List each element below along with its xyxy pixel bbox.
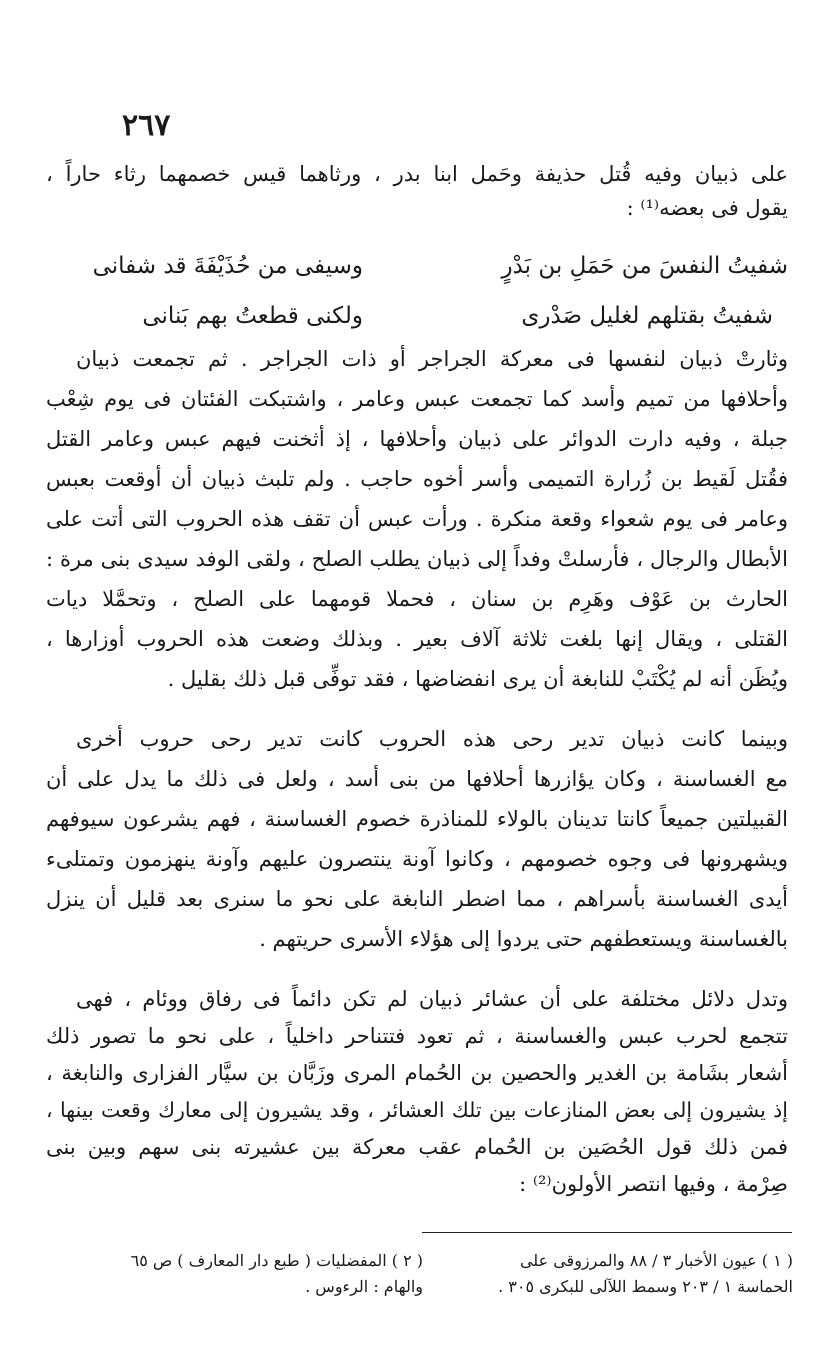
text-line: أيدى الغساسنة بأسراهم ، مما اضطر النابغة على نحو ما سنرى بعد قليل أن ينزل	[46, 887, 788, 911]
text-line: صِرْمة ، وفيها انتصر الأولون⁽²⁾ :	[519, 1172, 788, 1196]
text-line: وثارتْ ذبيان لنفسها فى معركة الجراجر أو ذات الجراجر . ثم تجمعت ذبيان	[76, 347, 788, 371]
text-line: تتجمع لحرب عبس والغساسنة ، ثم تعود فتتناحر داخلياً ، على نحو ما تصور ذلك	[46, 1024, 788, 1048]
text-line: الحارث بن عَوْف وهَرِم بن سنان ، فحملا قومهما على الصلح ، وتحمَّلا ديات	[46, 587, 788, 611]
page-number: ٢٦٧	[122, 108, 171, 143]
text-line: أشعار بشَامة بن الغدير والحصين بن الحُمام المرى وزَبَّان بن سيَّار الفزارى والنابغة ،	[46, 1061, 788, 1085]
text-line: ويُظَن أنه لم يُكْتَبْ للنابغة أن يرى انفضاضها ، فقد توفِّى قبل ذلك بقليل .	[167, 667, 788, 691]
footnote-line: ( ١ ) عيون الأخبار ٣ / ٨٨ والمرزوقى على	[519, 1251, 793, 1270]
text-line: القبيلتين جميعاً كانتا تدينان بالولاء للمناذرة خصوم الغساسنة ، فهم يشرعون سيوفهم	[46, 807, 788, 831]
text-line: بالغساسنة ويستعطفهم حتى يردوا إلى هؤلاء الأسرى حريتهم .	[259, 927, 788, 951]
text-line: على ذبيان وفيه قُتل حذيفة وحَمل ابنا بدر ، ورثاهما قيس خصمهما رثاء حاراً ،	[46, 162, 788, 186]
footnote-line: ( ٢ ) المفضليات ( طبع دار المعارف ) ص ٦٥	[130, 1251, 423, 1270]
text-line: إذ يشيرون إلى بعض المنازعات بين تلك العشائر ، وقد يشيرون إلى معارك وقعت بينها ،	[46, 1098, 788, 1122]
text-line: القتلى ، ويقال إنها بلغت ثلاثة آلاف بعير . وبذلك وضعت هذه الحروب أوزارها ،	[46, 627, 788, 651]
verse-hemistich: شفيتُ بقتلهم لغليل صَدْرى	[521, 303, 773, 329]
verse-hemistich: شفيتُ النفسَ من حَمَلِ بن بَدْرٍ	[501, 253, 788, 279]
text-line: فقُتل لَقيط بن زُرارة التميمى وأسر أخوه حاجب . ولم تلبث ذبيان أن أوقعت بعبس	[46, 467, 788, 491]
text-line: جبلة ، وفيه دارت الدوائر على ذبيان وأحلافها ، إذ أثخنت فيهم عبس وعامر القتل	[46, 427, 788, 451]
footnote-line: الحماسة ١ / ٢٠٣ وسمط اللآلى للبكرى ٣٠٥ .	[498, 1277, 793, 1296]
text-line: الأبطال والرجال ، فأرسلتْ وفداً إلى ذبيان يطلب الصلح ، ولقى الوفد سيدى بنى مرة :	[46, 547, 788, 571]
text-line: فمن ذلك قول الحُصَين بن الحُمام عقب معركة بين عشيرته بنى سهم وبين بنى	[46, 1135, 788, 1159]
footnote-divider	[422, 1232, 792, 1233]
text-line: ويشهرونها فى وجوه خصومهم ، وكانوا آونة ينتصرون عليهم وآونة ينهزمون وتمتلىء	[46, 847, 788, 871]
text-line: وتدل دلائل مختلفة على أن عشائر ذبيان لم تكن دائماً فى رفاق ووئام ، فهى	[76, 987, 788, 1011]
verse-hemistich: ولكنى قطعتُ بهم بَنانى	[142, 303, 363, 329]
text-line: وأحلافها من تميم وأسد كما تجمعت عبس وعامر ، واشتبكت الفئتان فى يوم شِعْب	[46, 387, 788, 411]
text-line: مع الغساسنة ، وكان يؤازرها أحلافها من بنى أسد ، ولعل فى ذلك ما يدل على أن	[46, 767, 788, 791]
text-line: يقول فى بعضه⁽¹⁾ :	[626, 196, 788, 220]
footnote-line: والهام : الرءوس .	[305, 1277, 423, 1296]
text-line: وعامر فى يوم شعواء وقعة منكرة . ورأت عبس أن تقف هذه الحروب التى أتت على	[46, 507, 788, 531]
text-line: وبينما كانت ذبيان تدير رحى هذه الحروب كانت تدير رحى حروب أخرى	[76, 727, 788, 751]
verse-hemistich: وسيفى من حُذَيْفَةَ قد شفانى	[92, 253, 363, 279]
